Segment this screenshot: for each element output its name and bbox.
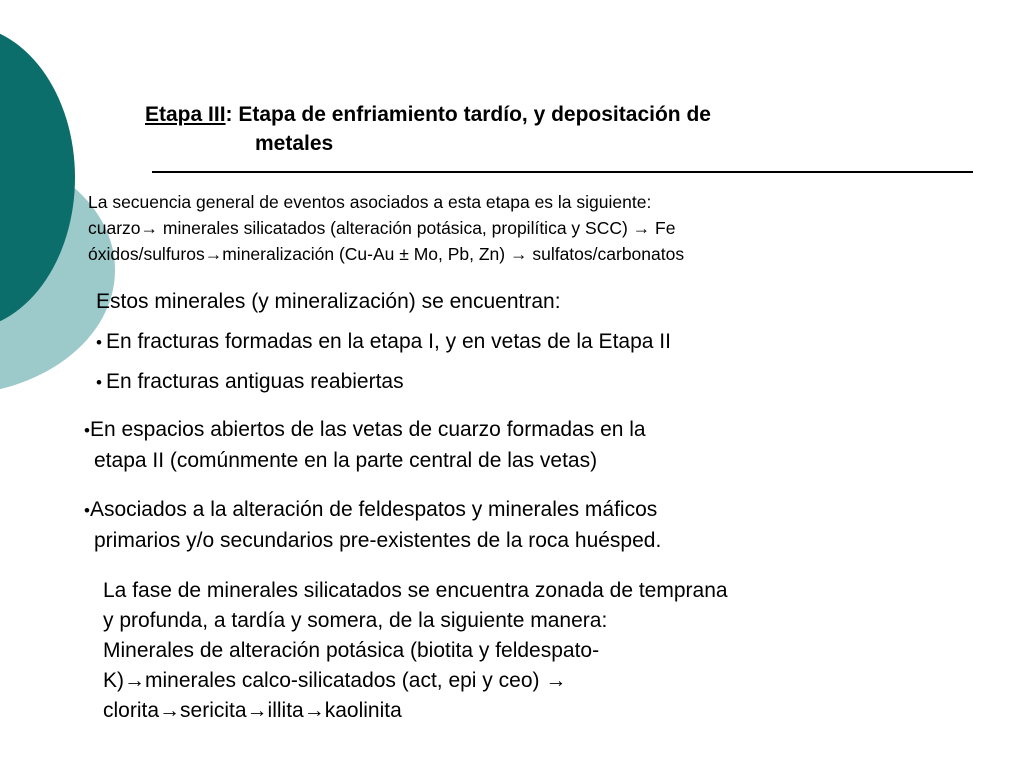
bullet-item <box>84 495 661 556</box>
bullet-text: En fracturas antiguas reabiertas <box>105 370 404 393</box>
phase-paragraph <box>103 576 728 726</box>
title-stage-label: Etapa III <box>145 103 226 126</box>
intro-paragraph <box>88 189 684 267</box>
intro-line: óxidos/sulfuros→mineralización (Cu-Au ± Mo, Pb, Zn) → sulfatos/carbonatos <box>88 244 685 264</box>
bullet-dot-icon: • <box>84 421 90 440</box>
title-text-line2: metales <box>255 132 334 155</box>
title-text: : Etapa de enfriamiento tardío, y depositación de <box>225 103 711 126</box>
found-heading: Estos minerales (y mineralización) se encuentran: <box>96 290 561 313</box>
bullet-dot-icon: • <box>96 373 102 392</box>
bullet-text-continued: primarios y/o secundarios pre-existentes de la roca huésped. <box>94 529 662 552</box>
intro-line: cuarzo→ minerales silicatados (alteración potásica, propilítica y SCC) → Fe <box>88 218 676 238</box>
phase-line: clorita→sericita→illita→kaolinita <box>103 699 402 722</box>
phase-line: K)→minerales calco-silicatados (act, epi y ceo) → <box>103 669 567 692</box>
phase-line: Minerales de alteración potásica (biotita y feldespato- <box>103 639 600 662</box>
title-underline-rule <box>152 171 973 173</box>
phase-line: La fase de minerales silicatados se encuentra zonada de temprana <box>103 579 728 602</box>
phase-line: y profunda, a tardía y somera, de la siguiente manera: <box>103 609 608 632</box>
bullet-dot-icon: • <box>84 501 90 520</box>
bullet-text-continued: etapa II (comúnmente en la parte central de las vetas) <box>94 449 598 472</box>
intro-line: La secuencia general de eventos asociados a esta etapa es la siguiente: <box>88 192 652 212</box>
bullet-text: Asociados a la alteración de feldespatos y minerales máficos <box>89 498 658 521</box>
bullet-item <box>96 367 404 398</box>
bullet-text: En espacios abiertos de las vetas de cuarzo formadas en la <box>89 418 646 441</box>
slide-title <box>145 100 711 158</box>
bullet-text: En fracturas formadas en la etapa I, y en vetas de la Etapa II <box>105 330 671 353</box>
bullet-item <box>96 327 671 358</box>
bullet-item <box>84 415 646 476</box>
bullet-dot-icon: • <box>96 333 102 352</box>
